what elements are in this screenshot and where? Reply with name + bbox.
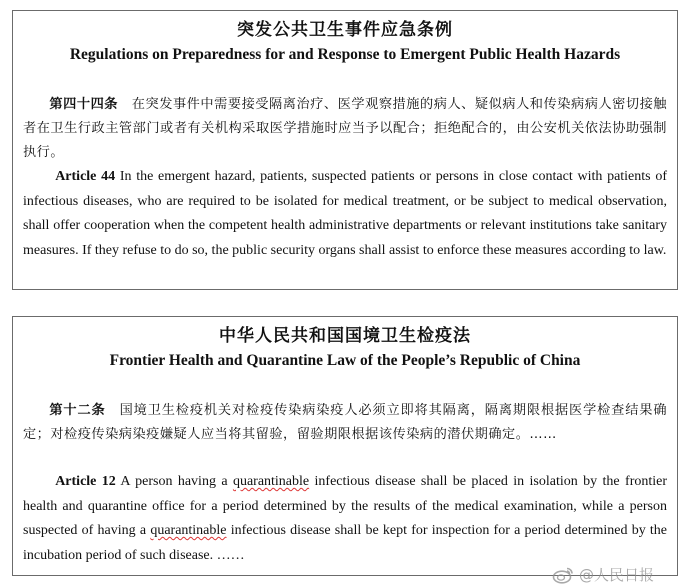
spellcheck-term: quarantinable [232, 474, 310, 489]
english-article-text: In the emergent hazard, patients, suspected patients or persons in close contact with patients of infectious diseases, who are required to be isolated for medical treatment, or be subject to medical observation, shall offer cooperation when the competent health administrative departments or relevant institutions take sanitary measures. If they refuse to do so, the public security organs shall assist to enforce these measures according to law. [23, 169, 667, 258]
english-text-part-2: infectious disease shall be placed in isolation by the frontier health and quarantine office for a period determined by the results of the medical examination, while a person suspected of having a [23, 474, 668, 538]
english-article-label: Article 44 [55, 169, 116, 184]
english-text-part-1: A person having a [120, 474, 228, 489]
english-text-part-3: infectious disease shall be kept for inspection for a period determined by the incubation period of such disease. …… [23, 523, 668, 563]
regulation-box-public-health [12, 10, 678, 290]
watermark-text: @人民日报 [578, 566, 654, 584]
english-article-paragraph [23, 165, 667, 263]
chinese-article-text: 在突发事件中需要接受隔离治疗、医学观察措施的病人、疑似病人和传染病病人密切接触者在卫生行政主管部门或者有关机构采取医学措施时应当予以配合；拒绝配合的，由公安机关依法协助强制执行。 [23, 97, 668, 160]
chinese-article-label: 第十二条 [49, 403, 106, 418]
watermark [552, 564, 654, 585]
chinese-article-label: 第四十四条 [49, 97, 119, 112]
regulation-box-frontier-quarantine [12, 316, 678, 576]
english-title: Regulations on Preparedness for and Response to Emergent Public Health Hazards [69, 46, 621, 63]
chinese-title: 突发公共卫生事件应急条例 [237, 20, 453, 40]
chinese-article-text: 国境卫生检疫机关对检疫传染病染疫人必须立即将其隔离，隔离期限根据医学检查结果确定；对检疫传染病染疫嫌疑人应当将其留验，留验期限根据该传染病的潜伏期确定。…… [23, 403, 668, 442]
chinese-article-paragraph [23, 399, 667, 447]
english-article-label: Article 12 [55, 474, 116, 489]
english-title: Frontier Health and Quarantine Law of the People’s Republic of China [109, 352, 581, 369]
spellcheck-term: quarantinable [150, 523, 227, 538]
english-article-paragraph [23, 470, 667, 568]
weibo-icon [552, 566, 574, 584]
chinese-title: 中华人民共和国国境卫生检疫法 [219, 326, 471, 346]
chinese-article-paragraph [23, 93, 667, 165]
